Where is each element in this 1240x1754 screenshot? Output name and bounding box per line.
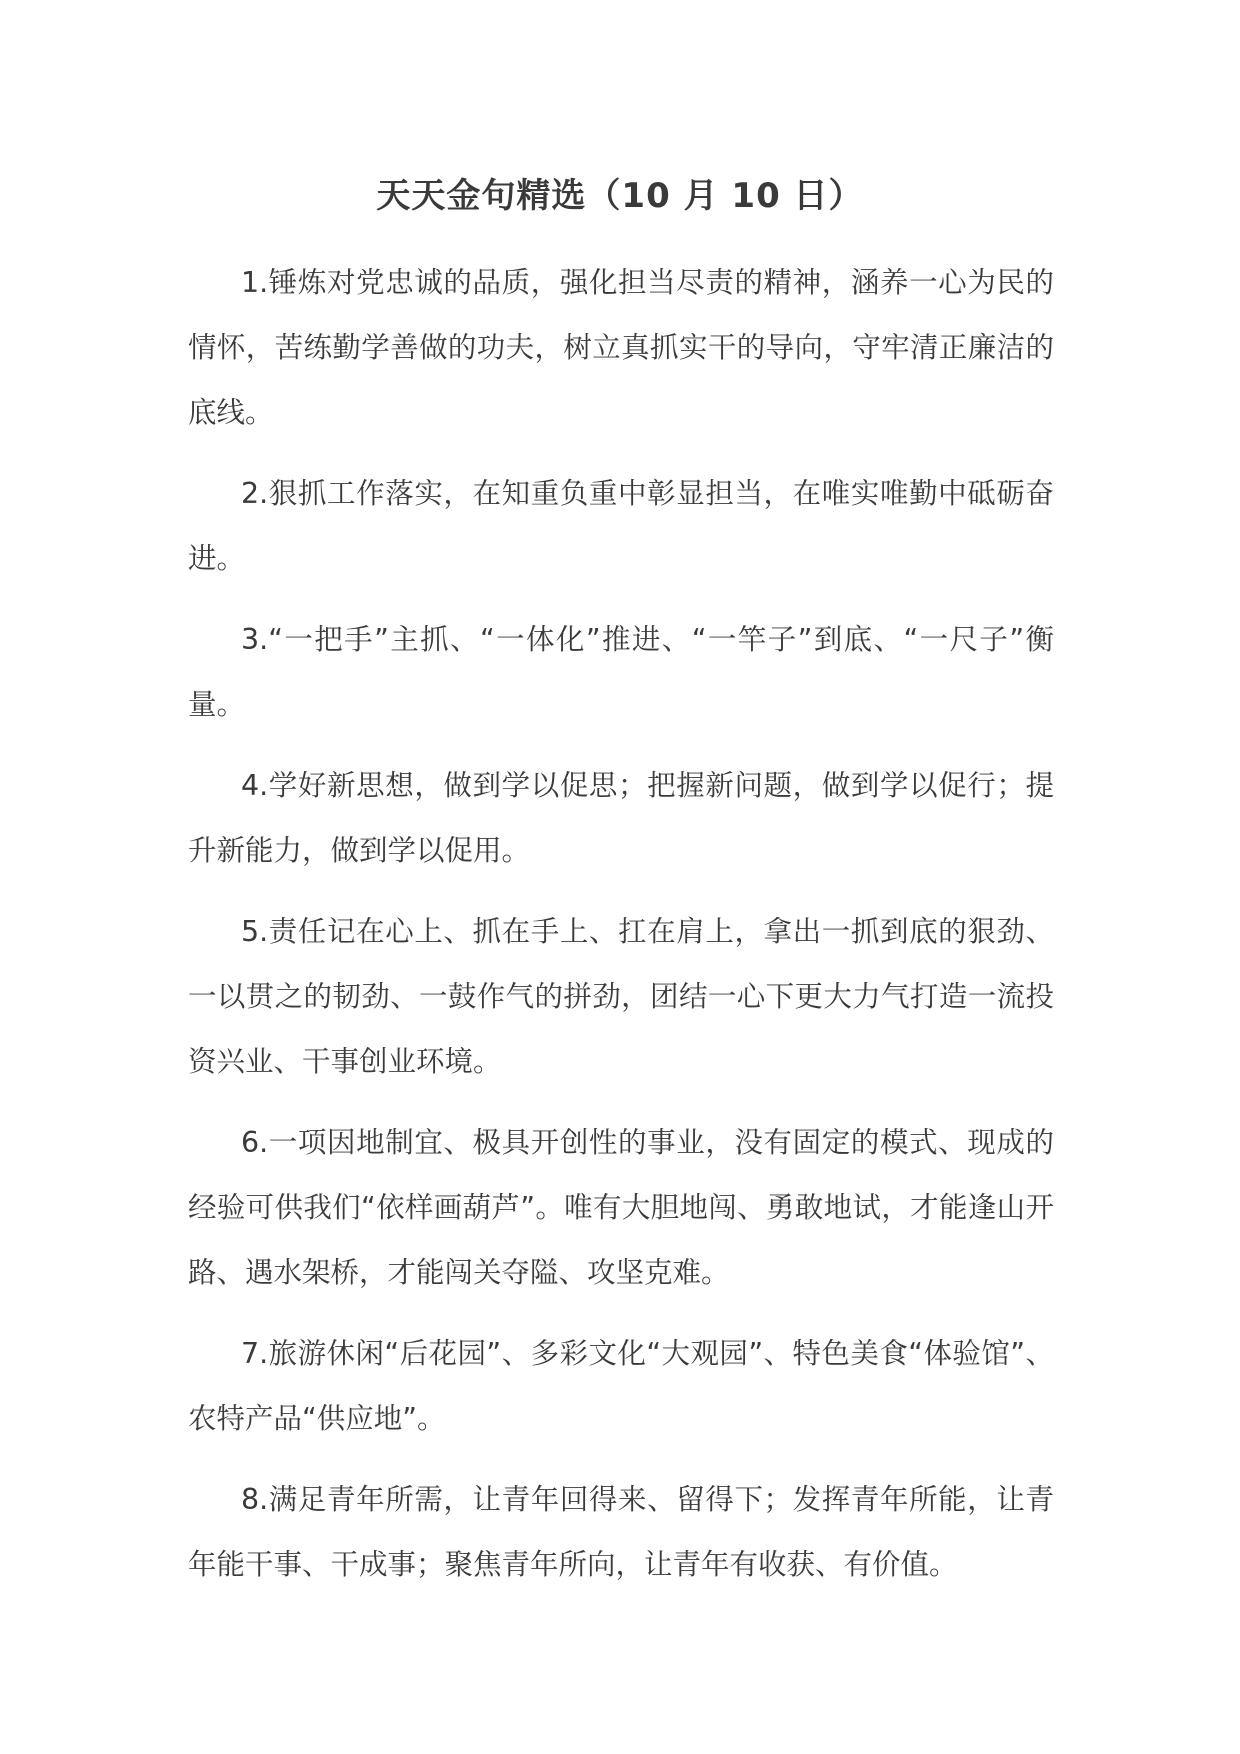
quote-paragraph-8: 8.满足青年所需，让青年回得来、留得下；发挥青年所能，让青年能干事、干成事；聚焦青年所向，让青年有收获、有价值。 (188, 1483, 1054, 1581)
quote-paragraph-2: 2.狠抓工作落实，在知重负重中彰显担当，在唯实唯勤中砥砺奋进。 (188, 477, 1054, 575)
document-body (188, 250, 1054, 1613)
quote-paragraph-7: 7.旅游休闲“后花园”、多彩文化“大观园”、特色美食“体验馆”、农特产品“供应地”。 (188, 1337, 1054, 1435)
quote-paragraph-4: 4.学好新思想，做到学以促思；把握新问题，做到学以促行；提升新能力，做到学以促用。 (188, 769, 1054, 867)
quote-paragraph-3: 3.“一把手”主抓、“一体化”推进、“一竿子”到底、“一尺子”衡量。 (188, 623, 1054, 721)
document-title: 天天金句精选（10 月 10 日） (376, 176, 864, 216)
quote-paragraph-6: 6.一项因地制宜、极具开创性的事业，没有固定的模式、现成的经验可供我们“依样画葫芦”。唯有大胆地闯、勇敢地试，才能逢山开路、遇水架桥，才能闯关夺隘、攻坚克难。 (188, 1126, 1054, 1289)
quote-paragraph-1: 1.锤炼对党忠诚的品质，强化担当尽责的精神，涵养一心为民的情怀，苦练勤学善做的功夫，树立真抓实干的导向，守牢清正廉洁的底线。 (188, 266, 1054, 429)
quote-paragraph-5: 5.责任记在心上、抓在手上、扛在肩上，拿出一抓到底的狠劲、一以贯之的韧劲、一鼓作气的拼劲，团结一心下更大力气打造一流投资兴业、干事创业环境。 (188, 915, 1054, 1078)
